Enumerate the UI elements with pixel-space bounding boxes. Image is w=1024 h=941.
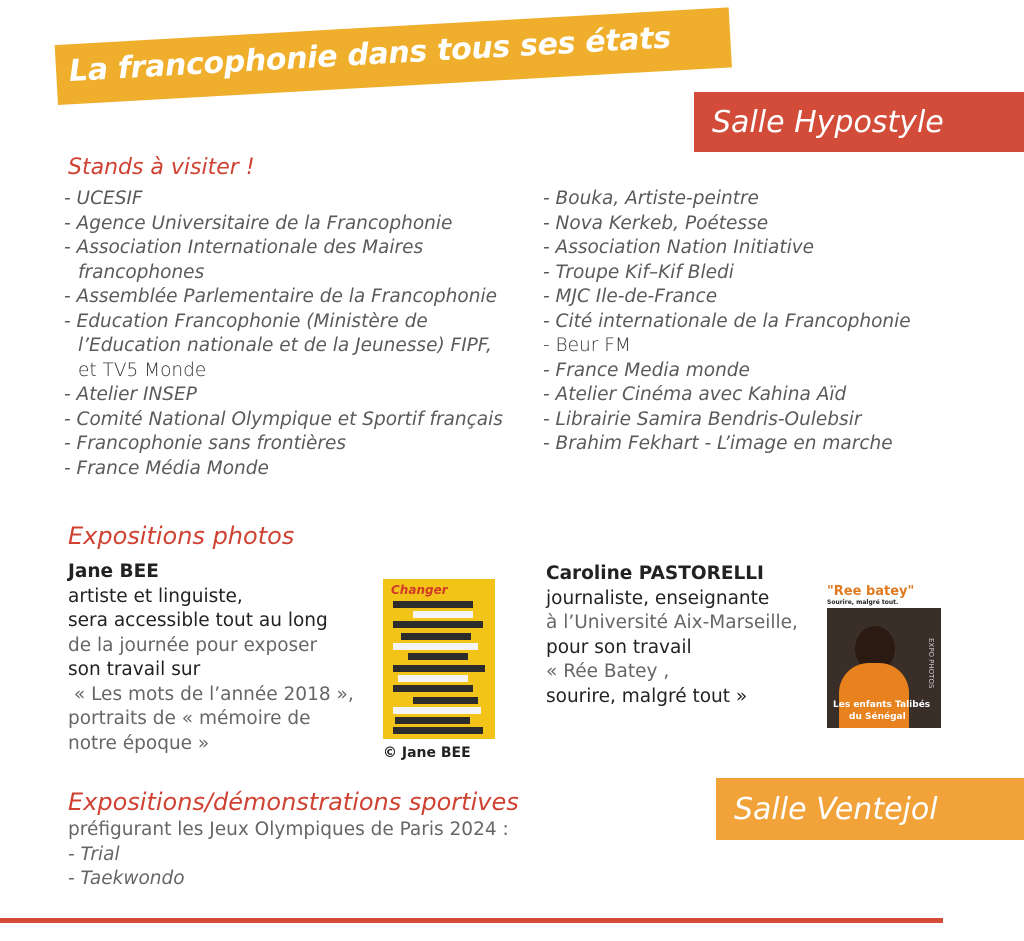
list-item: - Francophonie sans frontières [64,433,347,454]
poster-subtitle: Sourire, malgré tout. [827,599,899,606]
poster-title: "Ree batey" [827,584,915,599]
jane-bee-artwork-image [383,579,495,739]
jane-line: portraits de « mémoire de [68,708,311,729]
expositions-title: Expositions photos [68,522,295,550]
caroline-pastorelli-block [546,562,798,709]
list-item: - Beur FM [543,335,631,356]
caroline-line: à l’Université Aix-Marseille, [546,612,798,633]
sport-title: Expositions/démonstrations sportives [68,788,519,816]
caroline-line: journaliste, enseignante [546,587,770,609]
jane-image-caption: © Jane BEE [383,745,471,761]
caroline-line: « Rée Batey , [546,661,670,682]
list-item: - Agence Universitaire de la Francophonie [64,212,453,234]
list-item: - UCESIF [64,188,143,209]
list-item: - Education Francophonie (Ministère de [64,310,428,332]
list-item: - Atelier Cinéma avec Kahina Aïd [543,384,847,405]
list-item: - France Média Monde [64,457,269,479]
jane-line: notre époque » [68,732,210,754]
artwork-title: Changer [391,583,448,597]
list-item: et TV5 Monde [78,359,207,381]
list-item: l’Education nationale et de la Jeunesse) FIPF, [78,335,492,356]
list-item: - Association Nation Initiative [543,237,815,258]
list-item: - Atelier INSEP [64,384,197,405]
list-item: francophones [78,261,205,283]
jane-line: artiste et linguiste, [68,585,243,607]
poster-photo [827,608,941,728]
jane-name: Jane BEE [68,561,159,582]
jane-line: sera accessible tout au long [68,610,328,631]
list-item: - Brahim Fekhart - L’image en marche [543,433,893,454]
list-item: - Comité National Olympique et Sportif français [64,408,503,430]
list-item: - Assemblée Parlementaire de la Francophonie [64,286,497,307]
jane-line: de la journée pour exposer [68,634,318,656]
stands-right-list [543,187,911,457]
ree-batey-poster-image [827,584,941,740]
list-item: - Bouka, Artiste-peintre [543,188,759,209]
caroline-name: Caroline PASTORELLI [546,563,764,584]
list-item: - MJC Ile-de-France [543,286,718,307]
list-item: - Taekwondo [68,868,185,889]
stands-title: Stands à visiter ! [68,155,255,180]
jane-line: son travail sur [68,659,201,680]
salle-hypostyle-label: Salle Hypostyle [694,92,1024,152]
list-item: - Nova Kerkeb, Poétesse [543,212,769,234]
caroline-line: sourire, malgré tout » [546,685,748,707]
bottom-divider [0,918,943,923]
jane-line: « Les mots de l’année 2018 », [68,683,354,705]
sport-block [68,818,509,892]
salle-ventejol-label: Salle Ventejol [716,778,1024,840]
caroline-line: pour son travail [546,636,692,658]
list-item: - Cité internationale de la Francophonie [543,310,911,332]
poster-caption-line: du Sénégal [849,712,906,722]
sport-intro: préfigurant les Jeux Olympiques de Paris 2024 : [68,819,509,840]
list-item: - Trial [68,843,120,865]
list-item: - Librairie Samira Bendris-Oulebsir [543,408,862,430]
list-item: - France Media monde [543,359,750,381]
list-item: - Association Internationale des Maires [64,237,424,258]
jane-bee-block [68,560,354,756]
list-item: - Troupe Kif–Kif Bledi [543,261,734,283]
poster-side-label: EXPO PHOTOS [927,638,935,689]
stands-left-list [64,187,503,481]
page-title: La francophonie dans tous ses états [68,20,672,89]
poster-caption-line: Les enfants Talibés [833,700,931,710]
